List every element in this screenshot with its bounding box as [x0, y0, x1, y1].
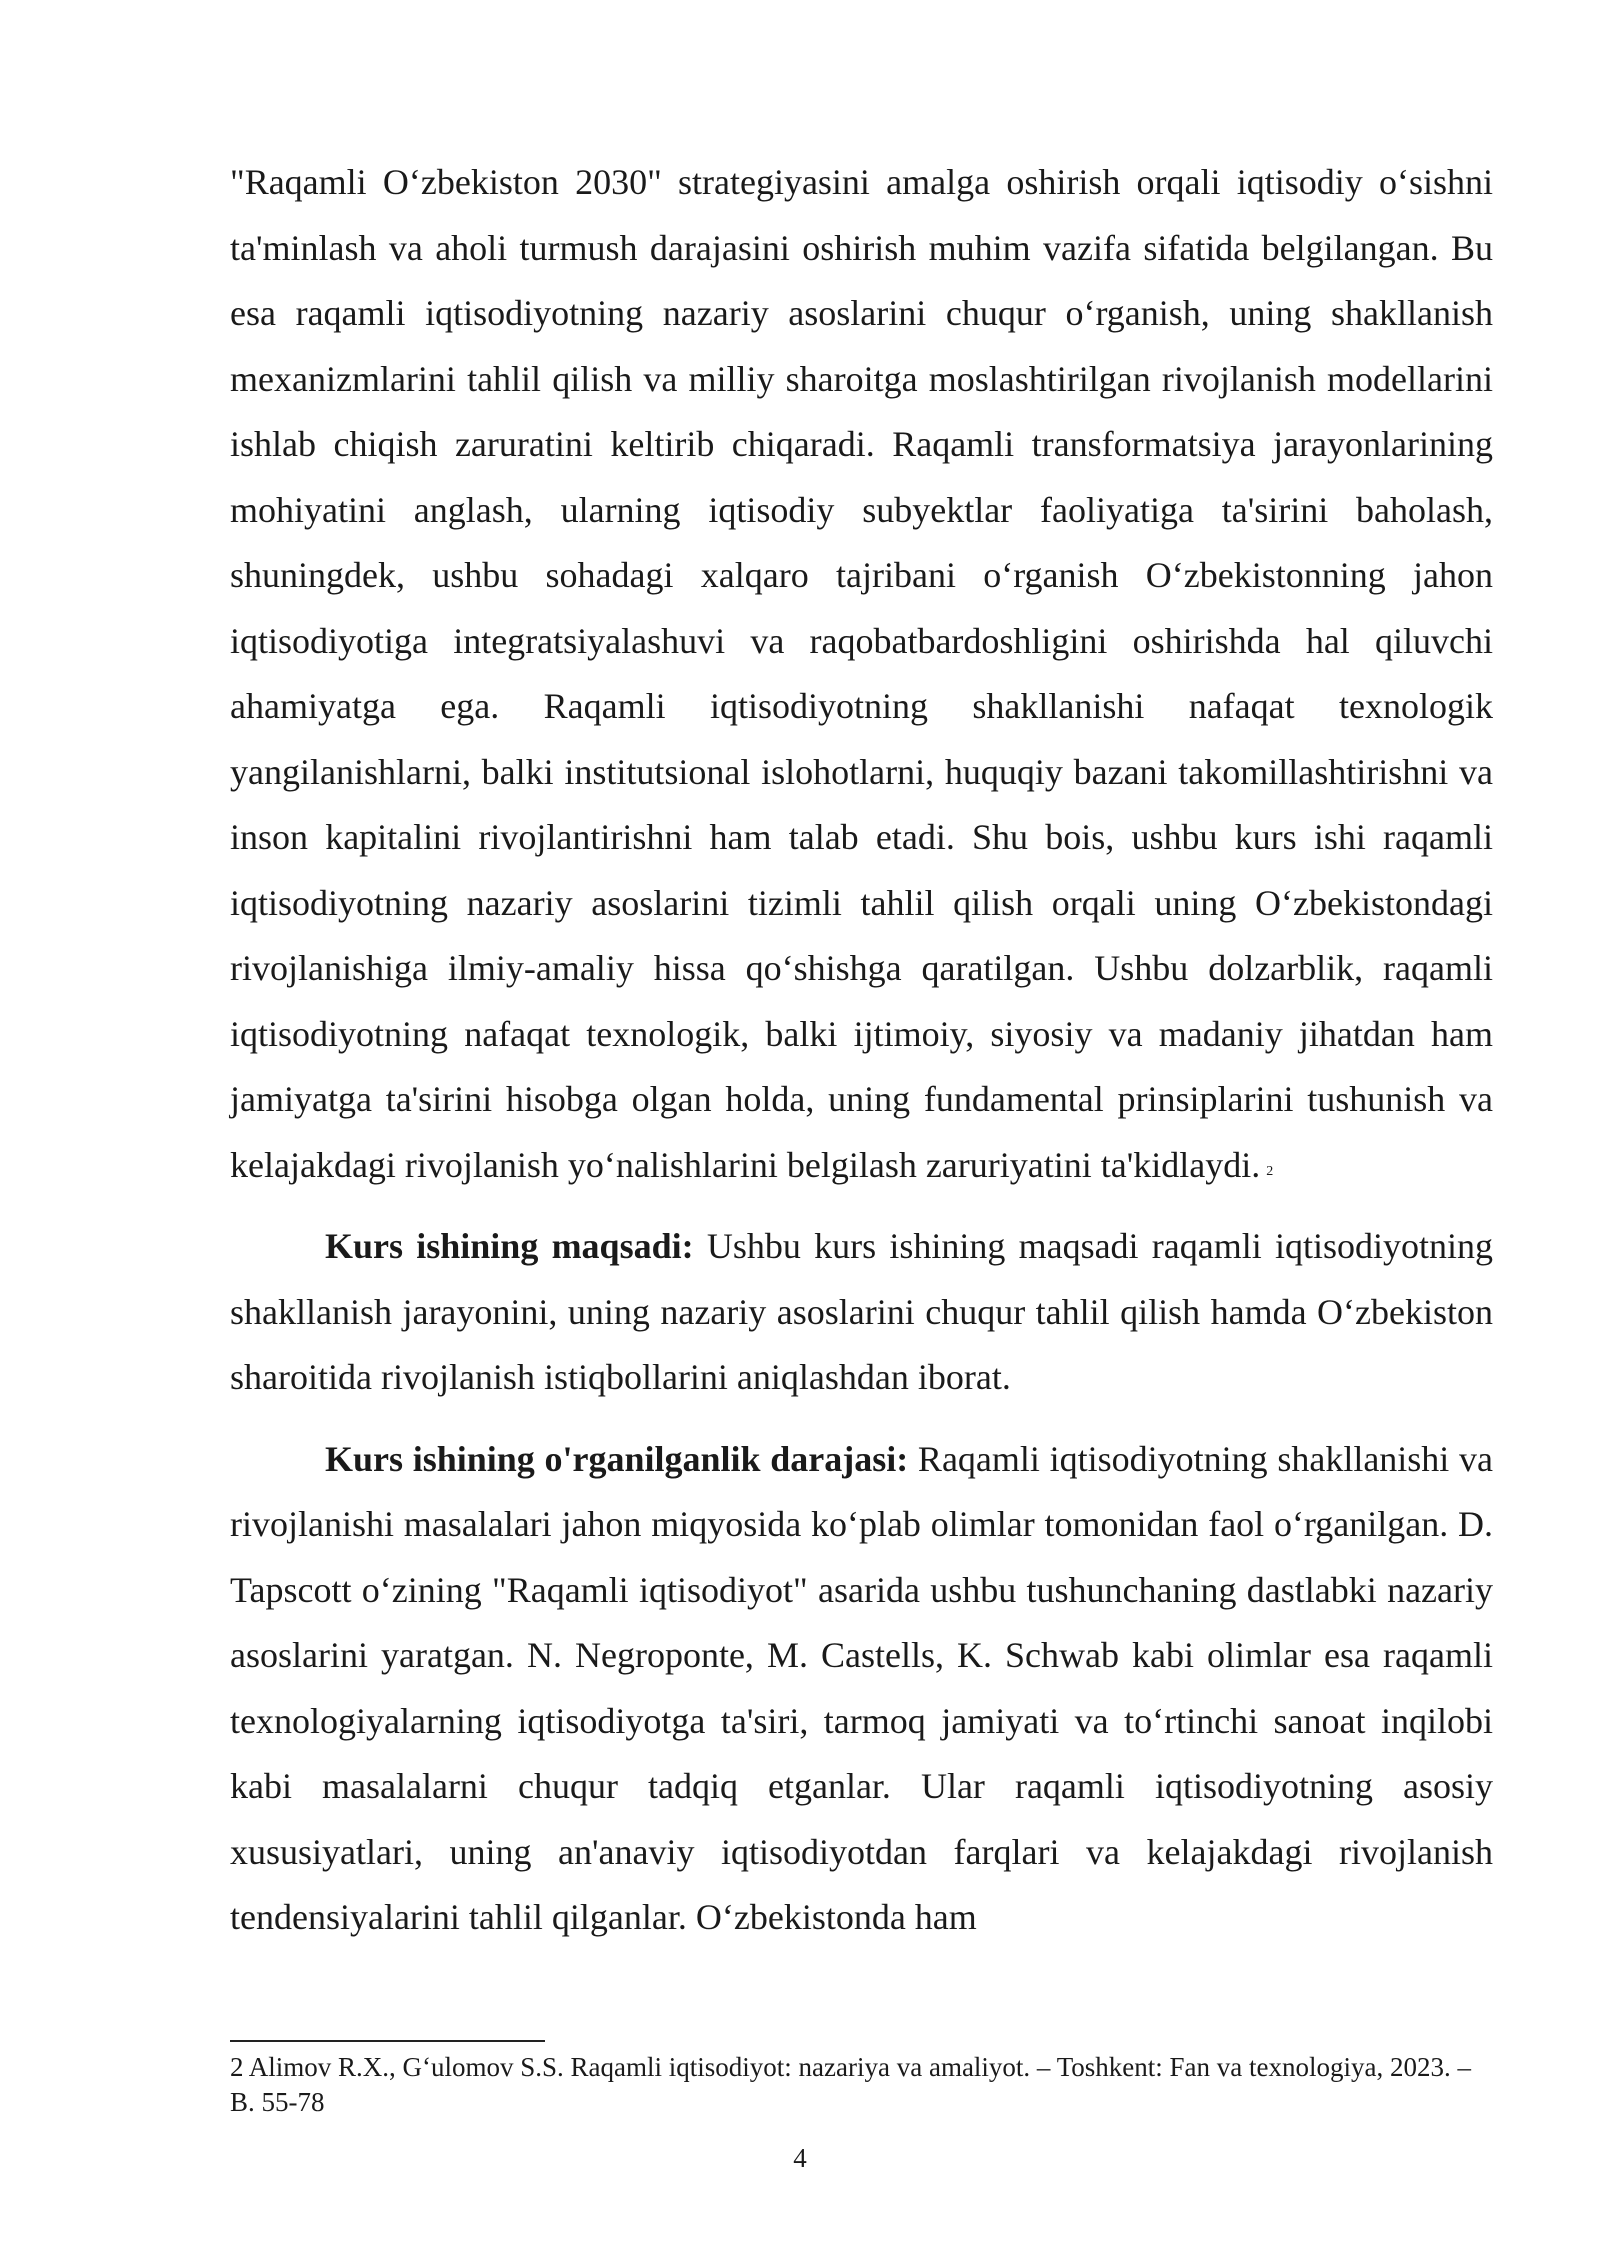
body-paragraph-3: [230, 1427, 1493, 1951]
paragraph-1-text: "Raqamli O‘zbekiston 2030" strategiyasini amalga oshirish orqali iqtisodiy o‘sishni ta'minlash va aholi turmush darajasini oshirish muhim vazifa sifatida belgilangan. Bu esa raqamli iqtisodiyotning nazariy asoslarini chuqur o‘rganish, uning shakllanish mexanizmlarini tahlil qilish va milliy sharoitga moslashtirilgan rivojlanish modellarini ishlab chiqish zaruratini keltirib chiqaradi. Raqamli transformatsiya jarayonlarining mohiyatini anglash, ularning iqtisodiy subyektlar faoliyatiga ta'sirini baholash, shuningdek, ushbu sohadagi xalqaro tajribani o‘rganish O‘zbekistonning jahon iqtisodiyotiga integratsiyalashuvi va raqobatbardoshligini oshirishda hal qiluvchi ahamiyatga ega. Raqamli iqtisodiyotning shakllanishi nafaqat texnologik yangilanishlarni, balki institutsional islohotlarni, huquqiy bazani takomillashtirishni va inson kapitalini rivojlantirishni ham talab etadi. Shu bois, ushbu kurs ishi raqamli iqtisodiyotning nazariy asoslarini tizimli tahlil qilish orqali uning O‘zbekistondagi rivojlanishiga ilmiy-amaliy hissa qo‘shishga qaratilgan. Ushbu dolzarblik, raqamli iqtisodiyotning nafaqat texnologik, balki ijtimoiy, siyosiy va madaniy jihatdan ham jamiyatga ta'sirini hisobga olgan holda, uning fundamental prinsiplarini tushunish va kelajakdagi rivojlanish yo‘nalishlarini belgilash zaruriyatini ta'kidlaydi.: [230, 162, 1493, 1185]
footnote-reference[interactable]: 2: [1266, 1163, 1274, 1179]
page-number: 4: [793, 2143, 807, 2173]
footnote: 2 Alimov R.X., G‘ulomov S.S. Raqamli iqtisodiyot: nazariya va amaliyot. – Toshkent: Fan va texnologiya, 2023. – B. 55-78: [230, 2052, 1471, 2117]
paragraph-3-heading: Kurs ishining o'rganilganlik darajasi:: [325, 1438, 909, 1479]
paragraph-2-text: Ushbu kurs ishining maqsadi raqamli iqtisodiyotning shakllanish jarayonini, uning nazariy asoslarini chuqur tahlil qilish hamda O‘zbekiston sharoitida rivojlanish istiqbollarini aniqlashdan iborat.: [230, 1226, 1494, 1397]
paragraph-3-text: Raqamli iqtisodiyotning shakllanishi va rivojlanishi masalalari jahon miqyosida ko‘plab olimlar tomonidan faol o‘rganilgan. D. Tapscott o‘zining "Raqamli iqtisodiyot" asarida ushbu tushunchaning dastlabki nazariy asoslarini yaratgan. N. Negroponte, M. Castells, K. Schwab kabi olimlar esa raqamli texnologiyalarning iqtisodiyotga ta'siri, tarmoq jamiyati va to‘rtinchi sanoat inqilobi kabi masalalarni chuqur tadqiq etganlar. Ular raqamli iqtisodiyotning asosiy xususiyatlari, uning an'anaviy iqtisodiyotdan farqlari va kelajakdagi rivojlanish tendensiyalarini tahlil qilganlar. O‘zbekistonda ham: [230, 1438, 1493, 1937]
page-body: [230, 150, 1493, 1951]
paragraph-2-heading: Kurs ishining maqsadi:: [325, 1226, 694, 1266]
body-paragraph-1: [230, 150, 1493, 1198]
footnote-separator: [230, 2040, 545, 2042]
body-paragraph-2: [230, 1214, 1493, 1411]
